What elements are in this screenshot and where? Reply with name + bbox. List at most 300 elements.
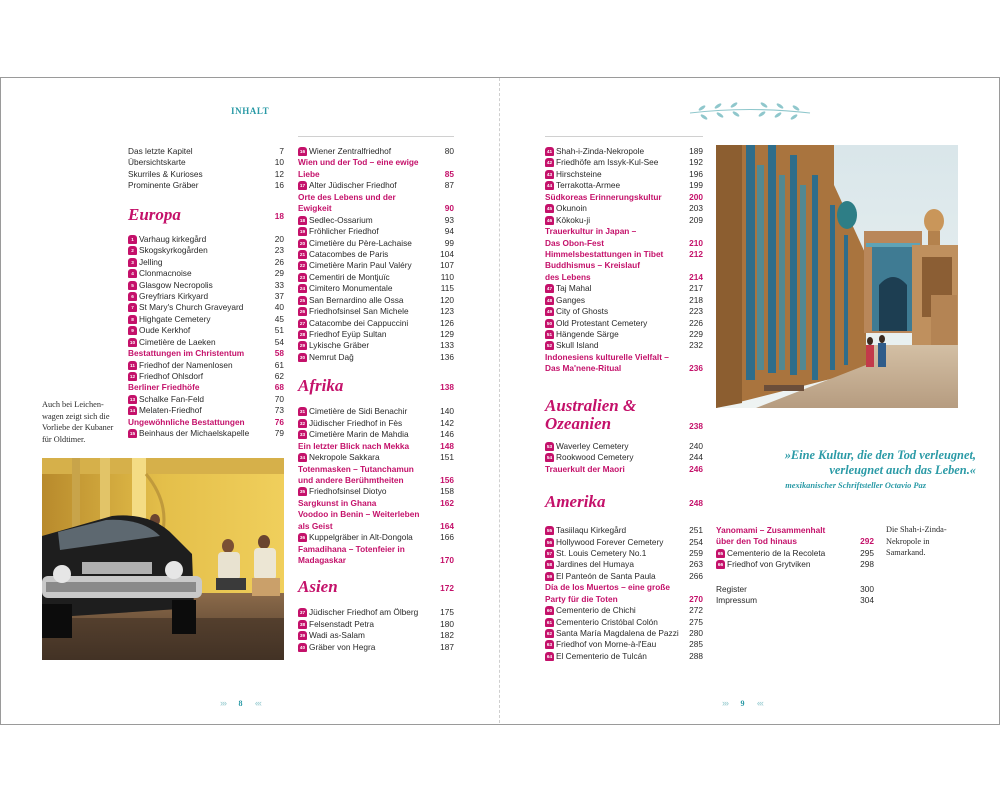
toc-entry-page: 226: [689, 317, 703, 328]
toc-entry[interactable]: [298, 607, 454, 618]
tombstone-number-icon: 24: [299, 286, 306, 292]
toc-entry-title: Madagaskar: [298, 555, 346, 565]
toc-entry[interactable]: [298, 238, 454, 249]
toc-entry[interactable]: [298, 283, 454, 294]
toc-entry-title: El Cementerio de Tulcán: [556, 650, 647, 661]
toc-entry[interactable]: [298, 452, 454, 463]
toc-europa-list-a: [128, 234, 284, 440]
toc-entry[interactable]: [545, 537, 703, 548]
toc-entry-page: 94: [444, 226, 454, 237]
toc-entry-page: 196: [689, 168, 703, 179]
toc-entry-page: 99: [444, 237, 454, 248]
tombstone-number-icon: 22: [299, 263, 306, 269]
toc-entry[interactable]: [128, 169, 284, 180]
toc-entry[interactable]: [128, 428, 284, 439]
toc-feature-entry[interactable]: [545, 260, 703, 271]
toc-entry-page: 280: [689, 628, 703, 638]
section-title: Asien: [298, 577, 338, 597]
toc-entry[interactable]: [298, 340, 454, 351]
toc-entry-page: 104: [440, 248, 454, 259]
page-title: INHALT: [231, 106, 270, 116]
toc-entry-page: 182: [440, 630, 454, 641]
toc-entry[interactable]: [298, 619, 454, 630]
toc-afrika-list: [298, 406, 454, 566]
tombstone-number-icon: 25: [299, 297, 306, 303]
quote-author: mexikanischer Schriftsteller Octavio Paz: [785, 481, 926, 490]
section-amerika[interactable]: [545, 489, 703, 525]
toc-australien-list: [545, 441, 703, 475]
toc-entry-page: 210: [689, 237, 703, 248]
toc-entry-page: 85: [444, 168, 454, 179]
toc-entry-title: Berliner Friedhöfe: [128, 382, 200, 393]
toc-entry[interactable]: [298, 249, 454, 260]
tombstone-number-icon: 66: [717, 562, 724, 568]
toc-entry[interactable]: [545, 215, 703, 226]
toc-entry[interactable]: [298, 318, 454, 329]
tombstone-number-icon: 36: [299, 535, 306, 541]
toc-entry[interactable]: [128, 314, 284, 325]
toc-feature-entry[interactable]: [298, 441, 454, 452]
tombstone-number-icon: 21: [299, 251, 306, 257]
toc-feature-entry[interactable]: [298, 555, 454, 566]
toc-entry[interactable]: [298, 486, 454, 497]
tombstone-number-icon: 44: [546, 183, 553, 189]
toc-entry-page: 129: [440, 329, 454, 339]
toc-entry-title: City of Ghosts: [556, 306, 609, 317]
section-europa[interactable]: [128, 202, 284, 234]
toc-feature-entry[interactable]: [298, 498, 454, 509]
toc-entry[interactable]: [298, 146, 454, 157]
toc-entry-title: Cimetière Marin Paul Valéry: [309, 260, 412, 271]
section-page: 172: [440, 583, 454, 594]
toc-entry-page: 240: [689, 440, 703, 451]
toc-entry-page: 140: [440, 406, 454, 417]
tombstone-number-icon: 32: [299, 420, 306, 426]
toc-entry-page: 295: [860, 547, 874, 558]
toc-feature-entry[interactable]: [298, 544, 454, 555]
toc-entry[interactable]: [545, 146, 703, 157]
divider: [298, 136, 454, 137]
toc-entry[interactable]: [716, 584, 874, 595]
toc-entry-title: Yanomami – Zusammenhalt: [716, 525, 826, 535]
toc-entry-page: 223: [689, 306, 703, 317]
toc-entry[interactable]: [298, 429, 454, 440]
toc-entry-title: Friedhof Eyüp Sultan: [309, 329, 387, 339]
toc-entry[interactable]: [298, 180, 454, 191]
toc-entry[interactable]: [298, 630, 454, 641]
toc-entry-title: Friedhofsinsel Diotyo: [309, 486, 387, 497]
tombstone-number-icon: 50: [546, 320, 553, 326]
toc-entry[interactable]: [545, 157, 703, 168]
toc-entry-title: Beinhaus der Michaelskapelle: [139, 428, 250, 439]
toc-entry-title: Melaten-Friedhof: [139, 405, 202, 416]
toc-entry-page: 68: [274, 382, 284, 393]
toc-entry-title: Prominente Gräber: [128, 180, 199, 191]
toc-entry-title: Sargkunst in Ghana: [298, 497, 377, 508]
toc-entry-page: 192: [689, 157, 703, 168]
toc-entry-title: Indonesiens kulturelle Vielfalt –: [545, 351, 669, 362]
tombstone-number-icon: 34: [299, 455, 306, 461]
toc-feature-entry[interactable]: [128, 382, 284, 393]
tombstone-number-icon: 39: [299, 633, 306, 639]
toc-europa-list-b: [298, 146, 454, 363]
tombstone-number-icon: 4: [128, 269, 137, 278]
toc-entry[interactable]: [128, 337, 284, 348]
tombstone-number-icon: 20: [299, 240, 306, 246]
toc-entry-title: Jelling: [139, 256, 163, 267]
toc-feature-entry[interactable]: [298, 509, 454, 520]
toc-entry-title: Santa María Magdalena de Pazzi: [556, 628, 679, 638]
tombstone-number-icon: 58: [546, 562, 553, 568]
toc-feature-entry[interactable]: [545, 582, 703, 593]
toc-amerika-list-b: [716, 525, 874, 571]
chevron-ornament-icon: ‹‹‹: [756, 698, 763, 708]
tombstone-number-icon: 14: [129, 408, 136, 414]
toc-entry-title: St. Louis Cemetery No.1: [556, 547, 647, 558]
toc-feature-entry[interactable]: [545, 363, 703, 374]
toc-entry[interactable]: [545, 180, 703, 191]
toc-entry-page: 20: [274, 233, 284, 244]
toc-entry-page: 156: [440, 474, 454, 485]
chevron-ornament-icon: ‹‹‹: [254, 698, 261, 708]
toc-feature-entry[interactable]: [298, 464, 454, 475]
toc-entry-page: 133: [440, 340, 454, 351]
toc-entry-title: Oude Kerkhof: [139, 325, 191, 336]
toc-entry[interactable]: [128, 302, 284, 313]
toc-entry-title: Catacombe dei Cappuccini: [309, 317, 409, 328]
toc-entry[interactable]: [128, 371, 284, 382]
toc-feature-entry[interactable]: [298, 157, 454, 168]
toc-entry-title: St Mary's Church Graveyard: [139, 302, 244, 313]
toc-entry[interactable]: [298, 532, 454, 543]
toc-column-1: [128, 146, 284, 440]
toc-entry-page: 285: [689, 639, 703, 650]
toc-feature-entry[interactable]: [298, 169, 454, 180]
toc-entry-title: Wien und der Tod – eine ewige: [298, 157, 419, 168]
toc-feature-entry[interactable]: [298, 475, 454, 486]
toc-entry-page: 189: [689, 146, 703, 156]
toc-entry-page: 151: [440, 452, 454, 463]
tombstone-number-icon: 38: [299, 621, 306, 627]
toc-entry-title: Ewigkeit: [298, 203, 332, 214]
toc-entry[interactable]: [716, 559, 874, 570]
toc-entry-title: Himmelsbestattungen in Tibet: [545, 248, 664, 259]
toc-entry-page: 236: [689, 363, 703, 374]
tombstone-number-icon: 60: [546, 608, 553, 614]
toc-entry[interactable]: [545, 452, 703, 463]
toc-entry[interactable]: [545, 548, 703, 559]
toc-entry-title: Jüdischer Friedhof am Ölberg: [309, 607, 419, 618]
section-australien[interactable]: [545, 397, 703, 441]
toc-entry-page: 162: [440, 497, 454, 508]
tombstone-number-icon: 23: [299, 274, 306, 280]
toc-entry[interactable]: [128, 405, 284, 416]
toc-entry-title: Catacombes de Paris: [309, 248, 389, 259]
section-asien[interactable]: [298, 574, 454, 607]
toc-entry-title: Ganges: [556, 294, 586, 305]
toc-entry-page: 93: [444, 214, 454, 225]
tombstone-number-icon: 55: [546, 528, 553, 534]
toc-entry[interactable]: [298, 306, 454, 317]
toc-entry-title: Jardines del Humaya: [556, 559, 634, 570]
section-page: 138: [440, 382, 454, 393]
toc-feature-entry[interactable]: [716, 536, 874, 547]
quote-line: »Eine Kultur, die den Tod verleugnet,: [784, 448, 976, 462]
toc-feature-entry[interactable]: [128, 348, 284, 359]
tombstone-number-icon: 33: [299, 432, 306, 438]
toc-entry[interactable]: [128, 146, 284, 157]
toc-entry[interactable]: [128, 360, 284, 371]
toc-feature-entry[interactable]: [545, 464, 703, 475]
toc-entry-title: Glasgow Necropolis: [139, 279, 213, 290]
toc-entry-title: Liebe: [298, 168, 320, 179]
toc-entry-title: Skurriles & Kurioses: [128, 168, 203, 179]
section-title: Australien & Ozeanien: [545, 395, 637, 433]
toc-feature-entry[interactable]: [128, 417, 284, 428]
toc-entry-page: 232: [689, 340, 703, 351]
toc-entry-page: 136: [440, 351, 454, 362]
toc-entry[interactable]: [298, 352, 454, 363]
toc-entry-page: 126: [440, 317, 454, 328]
toc-entry-title: Cimetière Marin de Mahdia: [309, 429, 409, 440]
divider: [545, 136, 703, 137]
toc-entry-title: Día de los Muertos – eine große: [545, 582, 670, 593]
toc-entry[interactable]: [128, 180, 284, 191]
tombstone-number-icon: 10: [129, 339, 136, 345]
toc-entry[interactable]: [298, 406, 454, 417]
toc-entry[interactable]: [545, 329, 703, 340]
toc-entry-title: Rookwood Cemetery: [556, 452, 634, 463]
toc-entry-page: 40: [274, 302, 284, 313]
toc-entry-title: Totenmasken – Tutanchamun: [298, 463, 414, 474]
toc-entry-title: Cimitero Monumentale: [309, 283, 393, 294]
toc-entry-page: 170: [440, 555, 454, 565]
toc-entry-page: 254: [689, 536, 703, 547]
toc-entry[interactable]: [545, 340, 703, 351]
tombstone-number-icon: 16: [299, 149, 306, 154]
section-title: Europa: [128, 204, 181, 224]
tombstone-number-icon: 3: [128, 258, 137, 267]
toc-entry-title: Varhaug kirkegård: [139, 233, 207, 244]
tombstone-number-icon: 28: [299, 332, 306, 337]
chevron-ornament-icon: ›››: [722, 698, 728, 708]
toc-entry[interactable]: [545, 605, 703, 616]
toc-entry-page: 214: [689, 271, 703, 282]
toc-entry-title: Hollywood Forever Cemetery: [556, 536, 664, 547]
toc-entry-page: 79: [274, 428, 284, 439]
toc-entry[interactable]: [545, 169, 703, 180]
toc-entry-title: über den Tod hinaus: [716, 536, 797, 547]
toc-feature-entry[interactable]: [298, 203, 454, 214]
toc-entry[interactable]: [128, 157, 284, 168]
toc-entry-page: 200: [689, 191, 703, 202]
photo-caption-right: Die Shah-i-Zinda- Nekropole in Samarkand.: [886, 525, 947, 557]
toc-asien-list-b: [545, 146, 703, 375]
photo-caption-left: Auch bei Leichen- wagen zeigt sich die Vorliebe der Kubaner für Oldtimer.: [42, 400, 114, 444]
toc-entry[interactable]: [545, 441, 703, 452]
toc-entry-page: 244: [689, 452, 703, 463]
toc-entry-title: Friedhofsinsel San Michele: [309, 306, 409, 317]
toc-feature-entry[interactable]: [545, 249, 703, 260]
toc-entry[interactable]: [545, 628, 703, 639]
toc-entry[interactable]: [298, 418, 454, 429]
toc-entry-page: 203: [689, 203, 703, 214]
toc-entry-title: Waverley Cemetery: [556, 440, 629, 451]
tombstone-number-icon: 54: [546, 455, 553, 461]
gutter-fold: [499, 78, 500, 723]
toc-entry-title: Gräber von Hegra: [309, 641, 376, 652]
quote-line: verleugnet auch das Leben.«: [829, 463, 976, 477]
tombstone-number-icon: 48: [546, 297, 553, 303]
tombstone-number-icon: 49: [546, 309, 553, 315]
toc-entry[interactable]: [545, 559, 703, 570]
toc-feature-entry[interactable]: [545, 192, 703, 203]
toc-entry[interactable]: [128, 257, 284, 268]
toc-entry[interactable]: [128, 234, 284, 245]
toc-entry[interactable]: [128, 291, 284, 302]
toc-entry-page: 166: [440, 532, 454, 543]
tombstone-number-icon: 30: [299, 354, 306, 360]
tombstone-number-icon: 45: [546, 206, 553, 212]
toc-entry-page: 23: [274, 245, 284, 256]
section-title: Afrika: [298, 376, 344, 396]
toc-entry-title: Das Ma'nene-Ritual: [545, 363, 622, 374]
toc-entry[interactable]: [298, 226, 454, 237]
toc-entry-title: Friedhof von Grytviken: [727, 559, 811, 570]
toc-entry[interactable]: [298, 272, 454, 283]
toc-entry-page: 90: [444, 203, 454, 214]
toc-entry-page: 187: [440, 641, 454, 652]
tombstone-number-icon: 11: [128, 361, 137, 370]
toc-entry[interactable]: [545, 203, 703, 214]
toc-feature-entry[interactable]: [545, 272, 703, 283]
tombstone-number-icon: 43: [546, 171, 553, 177]
toc-feature-entry[interactable]: [716, 525, 874, 536]
toc-feature-entry[interactable]: [545, 352, 703, 363]
toc-entry[interactable]: [545, 295, 703, 306]
toc-entry-page: 263: [689, 559, 703, 570]
toc-entry-title: Cimetière de Laeken: [139, 336, 216, 347]
toc-entry[interactable]: [298, 329, 454, 340]
toc-entry-page: 209: [689, 214, 703, 225]
toc-entry-title: Bestattungen im Christentum: [128, 348, 245, 359]
toc-entry-title: Kuppelgräber in Alt-Dongola: [309, 532, 413, 543]
toc-asien-list-a: [298, 607, 454, 653]
toc-entry[interactable]: [545, 639, 703, 650]
toc-entry-title: Skull Island: [556, 340, 599, 351]
quote-block: [704, 448, 976, 494]
toc-entry[interactable]: [545, 318, 703, 329]
toc-entry-title: Felsenstadt Petra: [309, 618, 375, 629]
toc-entry[interactable]: [128, 394, 284, 405]
toc-entry[interactable]: [298, 260, 454, 271]
tombstone-number-icon: 37: [299, 610, 306, 616]
toc-feature-entry[interactable]: [545, 594, 703, 605]
tombstone-number-icon: 57: [546, 550, 553, 556]
toc-entry-page: 246: [689, 463, 703, 474]
section-page: 238: [689, 420, 703, 431]
toc-entry-page: 272: [689, 605, 703, 616]
tombstone-number-icon: 18: [299, 217, 306, 223]
tombstone-number-icon: 47: [546, 286, 553, 292]
tombstone-number-icon: 42: [546, 160, 553, 166]
tombstone-number-icon: 2: [128, 246, 137, 255]
tombstone-number-icon: 17: [299, 183, 306, 189]
toc-entry[interactable]: [545, 525, 703, 536]
toc-feature-entry[interactable]: [545, 226, 703, 237]
toc-entry-page: 199: [689, 180, 703, 191]
toc-entry-page: 33: [274, 279, 284, 290]
toc-entry[interactable]: [545, 651, 703, 662]
toc-entry-title: Friedhof der Namenlosen: [139, 359, 233, 370]
toc-feature-entry[interactable]: [298, 521, 454, 532]
toc-entry[interactable]: [716, 548, 874, 559]
toc-feature-entry[interactable]: [298, 192, 454, 203]
toc-entry[interactable]: [545, 617, 703, 628]
tombstone-number-icon: 8: [128, 315, 137, 324]
section-afrika[interactable]: [298, 373, 454, 406]
toc-entry-page: 304: [860, 595, 874, 606]
tombstone-number-icon: 9: [128, 326, 137, 335]
toc-entry-title: Kōkoku-ji: [556, 214, 591, 225]
tombstone-number-icon: 26: [299, 309, 306, 315]
toc-entry-page: 61: [274, 359, 284, 370]
tombstone-number-icon: 7: [128, 303, 137, 312]
toc-entry-title: Das letzte Kapitel: [128, 146, 193, 156]
toc-entry[interactable]: [128, 280, 284, 291]
section-page: 248: [689, 498, 703, 509]
toc-entry-title: Friedhof Ohlsdorf: [139, 371, 204, 381]
toc-entry[interactable]: [545, 306, 703, 317]
toc-entry-title: Lykische Gräber: [309, 340, 370, 351]
toc-entry-page: 7: [279, 146, 284, 156]
tombstone-number-icon: 1: [128, 235, 137, 244]
toc-entry-page: 80: [444, 146, 454, 156]
toc-column-3: [545, 146, 703, 662]
toc-entry-title: Trauerkult der Maori: [545, 463, 625, 474]
toc-entry[interactable]: [128, 325, 284, 336]
toc-entry[interactable]: [545, 283, 703, 294]
tombstone-number-icon: 35: [299, 489, 306, 495]
toc-entry-page: 10: [274, 157, 284, 168]
toc-entry-page: 62: [274, 371, 284, 381]
toc-entry[interactable]: [298, 642, 454, 653]
toc-entry-title: Shah-i-Zinda-Nekropole: [556, 146, 645, 156]
tombstone-number-icon: 19: [299, 229, 306, 235]
toc-entry-title: Old Protestant Cemetery: [556, 317, 648, 328]
tombstone-number-icon: 59: [546, 573, 553, 579]
toc-entry-title: Fröhlicher Friedhof: [309, 226, 379, 237]
toc-feature-entry[interactable]: [545, 238, 703, 249]
toc-entry-page: 16: [274, 180, 284, 191]
toc-entry-page: 110: [440, 271, 454, 282]
leaf-garland-icon: [688, 100, 812, 126]
toc-entry[interactable]: [298, 215, 454, 226]
toc-entry-title: Famadihana – Totenfeier in: [298, 543, 405, 554]
toc-entry-page: 37: [274, 290, 284, 301]
toc-entry-page: 212: [689, 248, 703, 259]
toc-entry[interactable]: [545, 571, 703, 582]
tombstone-number-icon: 6: [128, 292, 137, 301]
tombstone-number-icon: 64: [546, 653, 553, 659]
toc-entry-page: 115: [440, 283, 454, 294]
toc-entry[interactable]: [128, 245, 284, 256]
toc-entry-page: 175: [440, 607, 454, 618]
toc-entry[interactable]: [716, 595, 874, 606]
toc-entry[interactable]: [128, 268, 284, 279]
toc-entry[interactable]: [298, 295, 454, 306]
toc-entry-title: Register: [716, 583, 747, 594]
